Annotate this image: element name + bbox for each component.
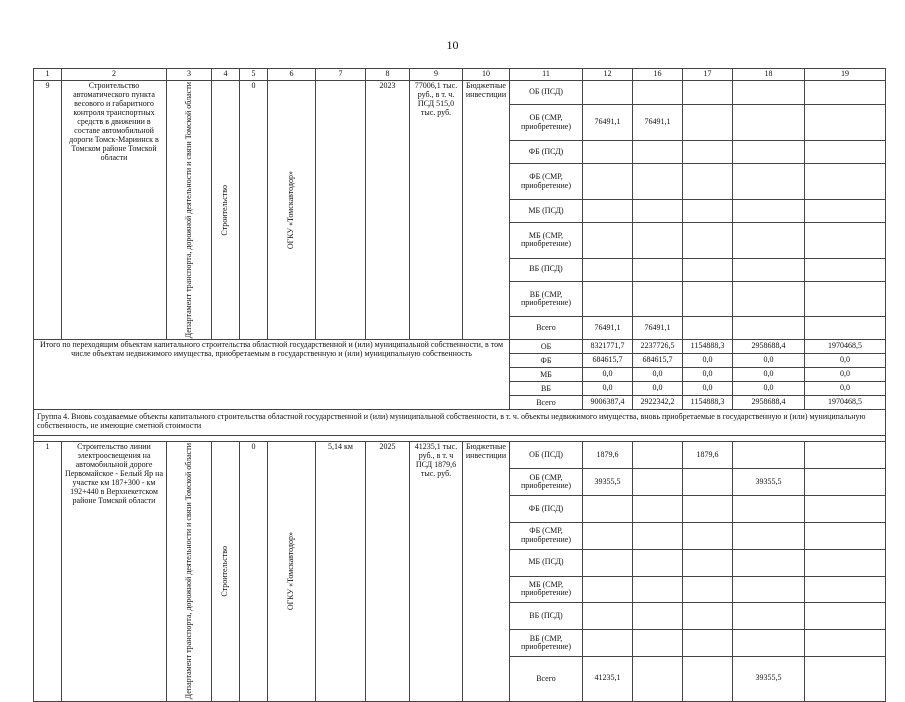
total-value-v12: 684615,7 <box>583 354 633 368</box>
header-cell: 11 <box>510 69 583 81</box>
total-fund-label: ВБ <box>510 382 583 396</box>
customer-cell <box>268 442 316 701</box>
header-cell: 18 <box>733 69 805 81</box>
fund-value-v19 <box>805 281 886 317</box>
fund-value-v16 <box>633 281 683 317</box>
fund-value-v18 <box>733 442 805 469</box>
fund-value-v19 <box>805 222 886 258</box>
year-value: 2023 <box>366 80 410 339</box>
total-description: Итого по переходящим объектам капитального строительства областной государственной и (или) муниципальной собственности, в том числе объектам недвижимого имущества, приобретаемым в государственную и (или) муниципальную собственность <box>34 340 510 410</box>
fund-value-v19 <box>805 317 886 340</box>
total-fund-label: ОБ <box>510 340 583 354</box>
total-fund-label: МБ <box>510 368 583 382</box>
fund-label: МБ (ПСД) <box>510 199 583 222</box>
header-cell: 5 <box>240 69 268 81</box>
fund-label: ФБ (ПСД) <box>510 141 583 164</box>
fund-value-v16 <box>633 603 683 630</box>
fund-value-v12 <box>583 222 633 258</box>
capacity-value: 5,14 км <box>316 442 366 701</box>
fund-label: Всего <box>510 317 583 340</box>
total-value-v17: 0,0 <box>683 354 733 368</box>
fund-value-v17 <box>683 141 733 164</box>
total-value-v18: 2958688,4 <box>733 396 805 410</box>
total-value-v19: 0,0 <box>805 354 886 368</box>
fund-value-v18 <box>733 522 805 549</box>
cost-value: 77006,1 тыс. руб., в т. ч. ПСД 515,0 тыс. руб. <box>410 80 463 339</box>
fund-value-v19 <box>805 258 886 281</box>
total-value-v18: 0,0 <box>733 368 805 382</box>
object-name: Строительство автоматического пункта весового и габаритного контроля транспортных средств в движении в составе автомобильной дороги Томск-Мариинск в Томском районе Томской области <box>62 80 167 339</box>
fund-value-v16: 76491,1 <box>633 317 683 340</box>
total-value-v19: 0,0 <box>805 368 886 382</box>
header-cell: 10 <box>463 69 510 81</box>
fund-value-v12: 41235,1 <box>583 657 633 701</box>
total-value-v19: 1970468,5 <box>805 396 886 410</box>
source-value: Бюджетные инвестиции <box>463 442 510 701</box>
fund-label: МБ (ПСД) <box>510 549 583 576</box>
fund-value-v18 <box>733 199 805 222</box>
work-type-cell <box>212 80 240 339</box>
fund-value-v18 <box>733 603 805 630</box>
page-number: 10 <box>446 38 459 52</box>
fund-label: ВБ (СМР, приобретение) <box>510 630 583 657</box>
fund-value-v18 <box>733 576 805 603</box>
fund-value-v12 <box>583 549 633 576</box>
fund-label: ОБ (ПСД) <box>510 442 583 469</box>
table-row <box>34 80 886 104</box>
header-cell: 7 <box>316 69 366 81</box>
fund-value-v12: 1879,6 <box>583 442 633 469</box>
object-number: 9 <box>34 80 62 339</box>
fund-label: ФБ (СМР, приобретение) <box>510 164 583 200</box>
fund-value-v18 <box>733 317 805 340</box>
fund-value-v19 <box>805 442 886 469</box>
total-value-v17: 0,0 <box>683 368 733 382</box>
fund-value-v12 <box>583 80 633 104</box>
fund-value-v19 <box>805 141 886 164</box>
fund-label: ВБ (ПСД) <box>510 258 583 281</box>
total-value-v19: 1970468,5 <box>805 340 886 354</box>
fund-value-v12 <box>583 199 633 222</box>
fund-value-v12: 76491,1 <box>583 317 633 340</box>
total-value-v18: 0,0 <box>733 382 805 396</box>
fund-value-v16 <box>633 522 683 549</box>
total-row <box>34 340 886 354</box>
fund-label: ВБ (СМР, приобретение) <box>510 281 583 317</box>
total-value-v18: 2958688,4 <box>733 340 805 354</box>
fund-value-v12: 39355,5 <box>583 469 633 496</box>
fund-value-v16: 76491,1 <box>633 105 683 141</box>
fund-value-v18 <box>733 281 805 317</box>
fund-value-v19 <box>805 576 886 603</box>
header-cell: 8 <box>366 69 410 81</box>
fund-value-v16 <box>633 576 683 603</box>
total-value-v16: 2922342,2 <box>633 396 683 410</box>
header-cell: 6 <box>268 69 316 81</box>
fund-value-v16 <box>633 657 683 701</box>
fund-value-v19 <box>805 80 886 104</box>
fund-value-v19 <box>805 630 886 657</box>
fund-value-v12 <box>583 603 633 630</box>
header-cell: 3 <box>167 69 212 81</box>
department-text: Департамент транспорта, дорожной деятельности и связи Томской области <box>183 81 193 339</box>
year-value: 2025 <box>366 442 410 701</box>
source-value: Бюджетные инвестиции <box>463 80 510 339</box>
fund-value-v17 <box>683 549 733 576</box>
fund-value-v17 <box>683 576 733 603</box>
fund-value-v17 <box>683 164 733 200</box>
fund-value-v17 <box>683 495 733 522</box>
total-value-v16: 684615,7 <box>633 354 683 368</box>
work-type-text: Строительство <box>220 184 230 236</box>
fund-value-v19 <box>805 105 886 141</box>
total-value-v16: 0,0 <box>633 368 683 382</box>
fund-value-v12 <box>583 495 633 522</box>
total-value-v12: 8321771,7 <box>583 340 633 354</box>
total-value-v12: 0,0 <box>583 368 633 382</box>
fund-label: ОБ (СМР, приобретение) <box>510 469 583 496</box>
header-cell: 4 <box>212 69 240 81</box>
fund-value-v12 <box>583 258 633 281</box>
fund-value-v12 <box>583 141 633 164</box>
total-value-v17: 0,0 <box>683 382 733 396</box>
fund-value-v18 <box>733 630 805 657</box>
fund-value-v17 <box>683 199 733 222</box>
department-cell <box>167 80 212 339</box>
column-5-value: 0 <box>240 80 268 339</box>
fund-value-v17 <box>683 603 733 630</box>
fund-value-v12 <box>583 281 633 317</box>
fund-value-v17 <box>683 630 733 657</box>
fund-value-v18 <box>733 164 805 200</box>
work-type-cell <box>212 442 240 701</box>
fund-value-v17 <box>683 80 733 104</box>
fund-value-v18 <box>733 222 805 258</box>
fund-value-v16 <box>633 549 683 576</box>
total-value-v16: 2237726,5 <box>633 340 683 354</box>
cost-value: 41235,1 тыс. руб., в т. ч ПСД 1879,6 тыс. руб. <box>410 442 463 701</box>
department-cell <box>167 442 212 701</box>
department-text: Департамент транспорта, дорожной деятельности и связи Томской области <box>183 443 193 700</box>
fund-value-v19 <box>805 603 886 630</box>
fund-value-v17 <box>683 469 733 496</box>
total-fund-label: ФБ <box>510 354 583 368</box>
header-cell: 17 <box>683 69 733 81</box>
group-row <box>34 410 886 436</box>
capacity-value <box>316 80 366 339</box>
fund-label: ФБ (СМР, приобретение) <box>510 522 583 549</box>
customer-text: ОГКУ «Томскавтодор» <box>286 171 296 250</box>
total-fund-label: Всего <box>510 396 583 410</box>
object-number: 1 <box>34 442 62 701</box>
fund-value-v17 <box>683 522 733 549</box>
total-value-v12: 0,0 <box>583 382 633 396</box>
fund-label: МБ (СМР, приобретение) <box>510 222 583 258</box>
total-value-v17: 1154888,3 <box>683 340 733 354</box>
fund-value-v18: 39355,5 <box>733 469 805 496</box>
fund-value-v17 <box>683 222 733 258</box>
fund-value-v16 <box>633 630 683 657</box>
fund-value-v16 <box>633 141 683 164</box>
total-value-v18: 0,0 <box>733 354 805 368</box>
table-row <box>34 442 886 469</box>
fund-value-v16 <box>633 164 683 200</box>
fund-label: ФБ (ПСД) <box>510 495 583 522</box>
fund-label: МБ (СМР, приобретение) <box>510 576 583 603</box>
fund-value-v18: 39355,5 <box>733 657 805 701</box>
fund-value-v12 <box>583 630 633 657</box>
fund-value-v12: 76491,1 <box>583 105 633 141</box>
fund-value-v12 <box>583 522 633 549</box>
investment-table <box>33 68 886 702</box>
fund-label: ОБ (ПСД) <box>510 80 583 104</box>
fund-value-v18 <box>733 80 805 104</box>
fund-value-v16 <box>633 495 683 522</box>
fund-value-v19 <box>805 549 886 576</box>
total-value-v12: 9006387,4 <box>583 396 633 410</box>
fund-value-v17 <box>683 105 733 141</box>
fund-value-v19 <box>805 199 886 222</box>
fund-value-v18 <box>733 495 805 522</box>
fund-value-v17: 1879,6 <box>683 442 733 469</box>
group-title: Группа 4. Вновь создаваемые объекты капитального строительства областной государственной и (или) муниципальной собственности, в т. ч. объекты недвижимого имущества, вновь приобретаемые в государственную и (или) муниципальную собственность, не имеющие сметной стоимости <box>34 410 886 436</box>
fund-value-v19 <box>805 164 886 200</box>
fund-label: ВБ (ПСД) <box>510 603 583 630</box>
fund-value-v17 <box>683 657 733 701</box>
header-cell: 12 <box>583 69 633 81</box>
total-value-v19: 0,0 <box>805 382 886 396</box>
fund-value-v19 <box>805 522 886 549</box>
fund-value-v12 <box>583 164 633 200</box>
header-cell: 16 <box>633 69 683 81</box>
fund-value-v16 <box>633 222 683 258</box>
header-cell: 2 <box>62 69 167 81</box>
fund-value-v16 <box>633 258 683 281</box>
fund-value-v12 <box>583 576 633 603</box>
header-row <box>34 69 886 81</box>
work-type-text: Строительство <box>220 546 230 597</box>
fund-value-v18 <box>733 105 805 141</box>
fund-value-v16 <box>633 442 683 469</box>
fund-value-v18 <box>733 549 805 576</box>
fund-value-v19 <box>805 469 886 496</box>
fund-label: ОБ (СМР, приобретение) <box>510 105 583 141</box>
total-value-v16: 0,0 <box>633 382 683 396</box>
fund-value-v19 <box>805 495 886 522</box>
fund-value-v17 <box>683 317 733 340</box>
fund-value-v17 <box>683 258 733 281</box>
total-value-v17: 1154888,3 <box>683 396 733 410</box>
customer-cell <box>268 80 316 339</box>
fund-value-v17 <box>683 281 733 317</box>
column-5-value: 0 <box>240 442 268 701</box>
header-cell: 9 <box>410 69 463 81</box>
customer-text: ОГКУ «Томскавтодор» <box>286 532 296 611</box>
fund-value-v18 <box>733 141 805 164</box>
fund-value-v18 <box>733 258 805 281</box>
fund-value-v16 <box>633 469 683 496</box>
header-cell: 1 <box>34 69 62 81</box>
fund-value-v16 <box>633 80 683 104</box>
header-cell: 19 <box>805 69 886 81</box>
fund-value-v16 <box>633 199 683 222</box>
fund-value-v19 <box>805 657 886 701</box>
object-name: Строительство линии электроосвещения на автомобильной дороге Первомайское - Белый Яр на участке км 187+300 - км 192+440 в Верхнекетском районе Томской области <box>62 442 167 701</box>
fund-label: Всего <box>510 657 583 701</box>
